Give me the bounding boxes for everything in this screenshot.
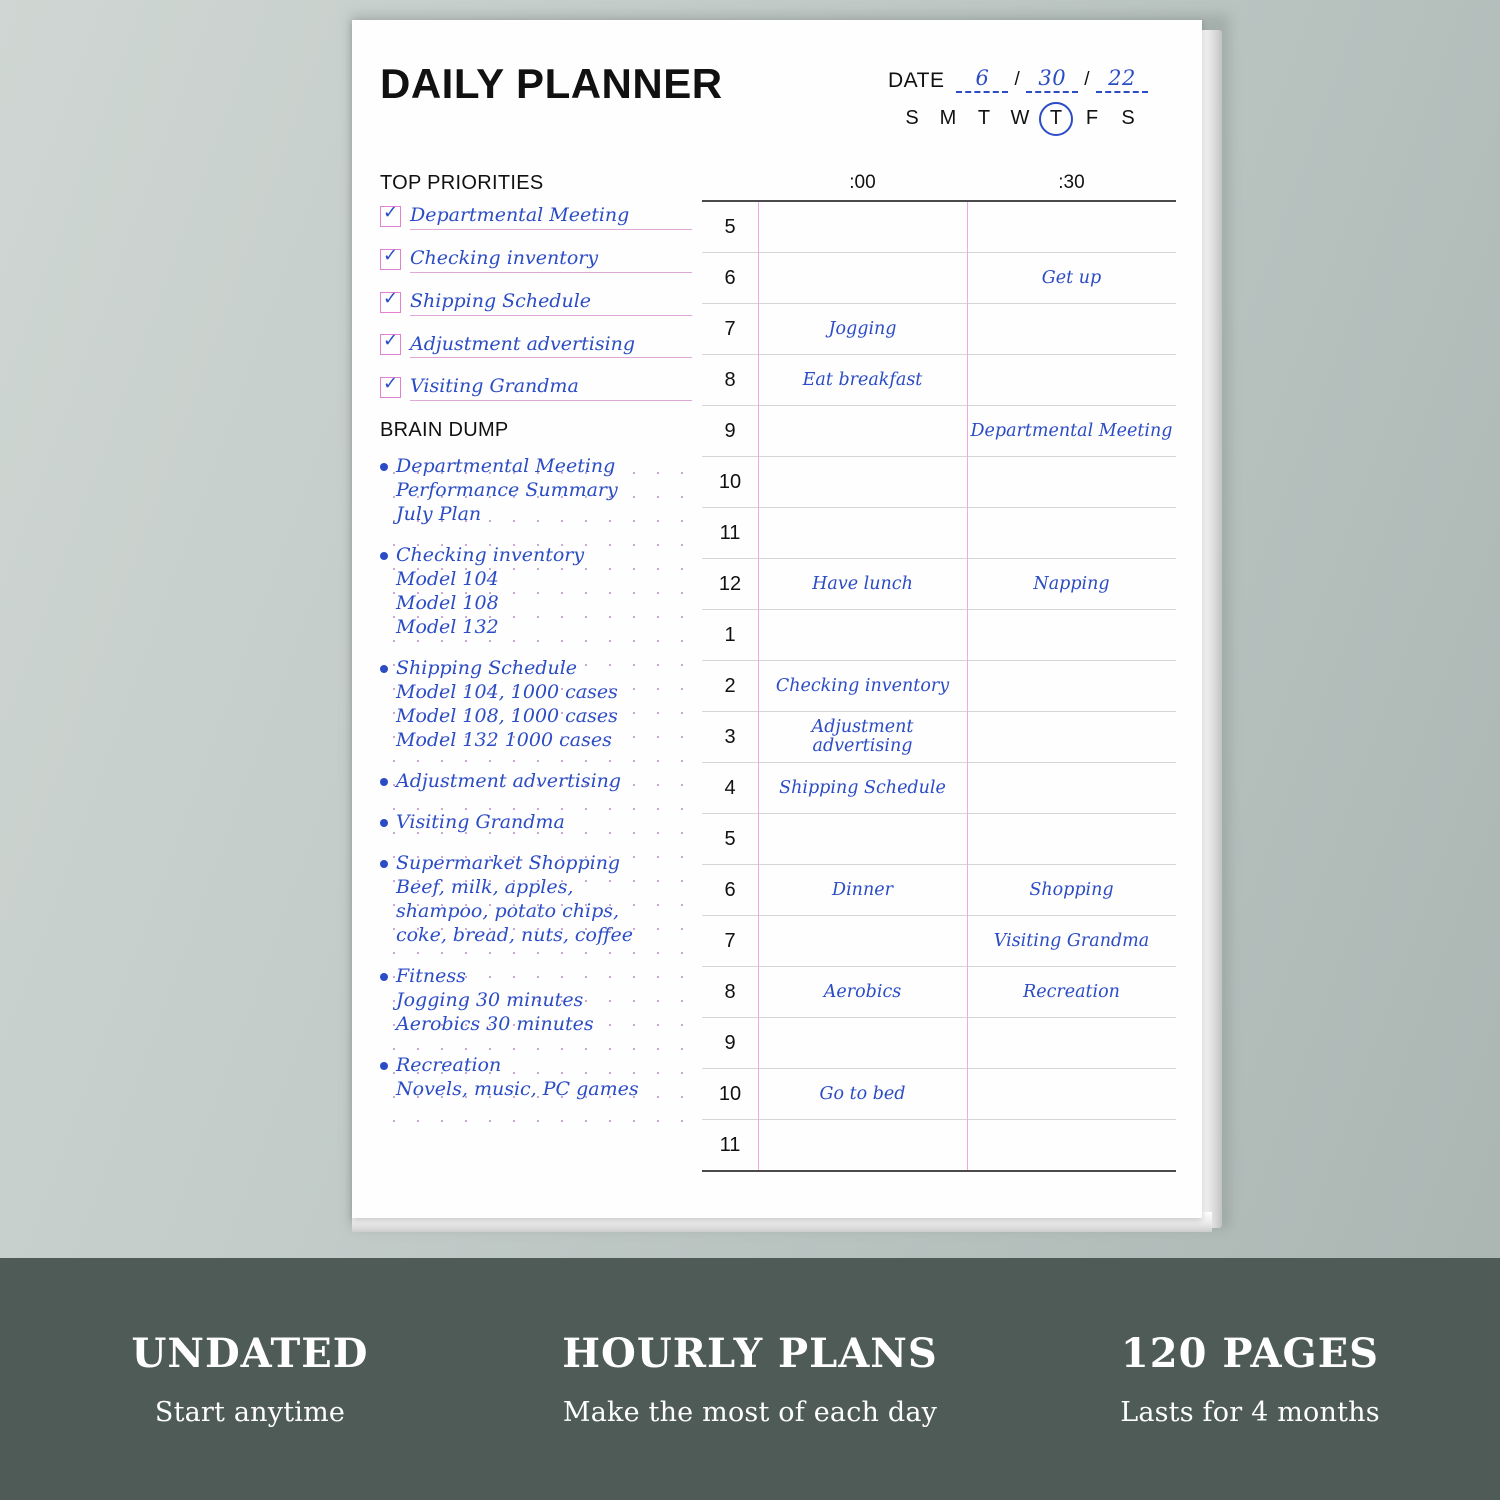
list-item[interactable]	[380, 376, 692, 401]
event-on-hour[interactable]	[758, 1120, 967, 1170]
brain-dump-title: Adjustment advertising	[396, 770, 622, 793]
event-half-hour[interactable]	[967, 1069, 1176, 1119]
page-title: DAILY PLANNER	[380, 60, 723, 107]
event-half-hour[interactable]	[967, 814, 1176, 864]
table-row[interactable]	[702, 559, 1176, 610]
table-row[interactable]	[702, 406, 1176, 457]
schedule-header-row	[702, 172, 1176, 202]
event-on-hour[interactable]	[758, 916, 967, 966]
event-half-hour[interactable]	[967, 712, 1176, 762]
table-row[interactable]	[702, 661, 1176, 712]
event-on-hour[interactable]: Aerobics	[823, 981, 902, 1002]
event-on-hour[interactable]	[758, 457, 967, 507]
brain-dump-line: Aerobics 30 minutes	[396, 1013, 594, 1036]
hour-label: 8	[724, 980, 736, 1003]
weekday-saturday[interactable]: S	[1121, 107, 1135, 129]
list-item[interactable]	[380, 205, 692, 230]
brain-dump-line: Model 104, 1000 cases	[396, 681, 618, 704]
hour-label: 10	[718, 470, 742, 493]
brain-dump-title: Visiting Grandma	[396, 811, 565, 834]
bullet-icon	[380, 860, 388, 868]
brain-dump-heading: BRAIN DUMP	[380, 419, 509, 442]
bullet-icon	[380, 1062, 388, 1070]
event-on-hour[interactable]	[758, 253, 967, 303]
event-half-hour[interactable]	[967, 202, 1176, 252]
brain-dump-title: Departmental Meeting	[396, 455, 616, 478]
event-half-hour[interactable]: Visiting Grandma	[993, 930, 1150, 951]
priority-text: Visiting Grandma	[410, 376, 692, 401]
checkbox-icon[interactable]	[380, 334, 401, 355]
table-row[interactable]	[702, 202, 1176, 253]
event-on-hour[interactable]	[758, 814, 967, 864]
event-on-hour[interactable]	[758, 406, 967, 456]
bullet-icon	[380, 973, 388, 981]
event-half-hour[interactable]	[967, 508, 1176, 558]
list-item[interactable]	[380, 334, 692, 359]
date-row	[888, 66, 1178, 93]
hour-label: 2	[724, 674, 736, 697]
brain-dump-line: Model 104	[396, 568, 499, 591]
brain-dump-group	[380, 454, 692, 526]
feature-banner	[0, 1258, 1500, 1500]
date-separator-1: /	[1014, 69, 1021, 90]
table-row[interactable]	[702, 1018, 1176, 1069]
brain-dump-group	[380, 543, 692, 639]
table-row[interactable]	[702, 457, 1176, 508]
brain-dump-line: coke, bread, nuts, coffee	[396, 924, 633, 947]
list-item[interactable]	[380, 291, 692, 316]
table-row[interactable]	[702, 610, 1176, 661]
table-row[interactable]	[702, 814, 1176, 865]
weekday-wednesday[interactable]: W	[1010, 107, 1030, 129]
schedule-on-hour-header: :00	[849, 172, 876, 193]
checkbox-icon[interactable]	[380, 249, 401, 270]
event-half-hour[interactable]	[967, 457, 1176, 507]
bullet-icon	[380, 463, 388, 471]
hour-label: 9	[724, 1031, 736, 1054]
table-row[interactable]	[702, 763, 1176, 814]
brain-dump-group	[380, 656, 692, 752]
event-on-hour[interactable]: Checking inventory	[775, 675, 950, 696]
event-on-hour[interactable]: Shipping Schedule	[779, 777, 946, 798]
feature-hourly-plans	[500, 1258, 1000, 1500]
event-half-hour[interactable]	[967, 661, 1176, 711]
hour-label: 1	[724, 623, 736, 646]
feature-undated	[0, 1258, 500, 1500]
event-half-hour[interactable]	[967, 355, 1176, 405]
event-half-hour[interactable]: Get up	[1041, 267, 1102, 288]
brain-dump-group	[380, 964, 692, 1036]
date-label: DATE	[888, 69, 945, 92]
feature-pages	[1000, 1258, 1500, 1500]
weekday-sunday[interactable]: S	[905, 107, 919, 129]
table-row[interactable]	[702, 967, 1176, 1018]
brain-dump-group	[380, 1053, 692, 1101]
weekday-thursday-selected[interactable]: T	[1038, 107, 1074, 130]
hour-label: 11	[719, 521, 741, 544]
brain-dump-line: Model 108, 1000 cases	[396, 705, 618, 728]
weekday-tuesday[interactable]: T	[977, 107, 991, 129]
table-row[interactable]	[702, 253, 1176, 304]
hour-label: 10	[718, 1082, 742, 1105]
schedule-rule-left	[758, 202, 759, 1170]
hour-label: 7	[724, 929, 736, 952]
brain-dump-line: Novels, music, PC games	[396, 1078, 639, 1101]
date-year-field[interactable]: 22	[1096, 66, 1148, 93]
priority-text: Adjustment advertising	[410, 334, 692, 359]
event-on-hour[interactable]	[758, 508, 967, 558]
date-day-field[interactable]: 30	[1026, 66, 1078, 93]
brain-dump-line: July Plan	[396, 503, 482, 526]
date-separator-2: /	[1084, 69, 1091, 90]
weekday-friday[interactable]: F	[1085, 107, 1099, 129]
hour-label: 8	[724, 368, 736, 391]
brain-dump-group	[380, 851, 692, 947]
feature-title: UNDATED	[131, 1330, 369, 1377]
table-row[interactable]	[702, 916, 1176, 967]
brain-dump-title: Shipping Schedule	[396, 657, 578, 680]
date-block	[888, 66, 1178, 130]
event-half-hour[interactable]	[967, 1120, 1176, 1170]
bullet-icon	[380, 778, 388, 786]
table-row[interactable]	[702, 865, 1176, 916]
bullet-icon	[380, 819, 388, 827]
table-row[interactable]	[702, 355, 1176, 406]
brain-dump-title: Supermarket Shopping	[396, 852, 621, 875]
hour-label: 3	[724, 725, 736, 748]
schedule-half-hour-header: :30	[1058, 172, 1085, 193]
event-on-hour[interactable]: Have lunch	[812, 573, 913, 594]
feature-subtitle: Start anytime	[154, 1397, 346, 1428]
hourly-schedule	[702, 172, 1176, 1172]
hour-label: 6	[724, 878, 736, 901]
brain-dump-title: Recreation	[396, 1054, 502, 1077]
hour-label: 5	[724, 827, 736, 850]
event-on-hour[interactable]: Eat breakfast	[802, 369, 923, 390]
event-on-hour[interactable]	[758, 202, 967, 252]
event-on-hour[interactable]	[758, 1018, 967, 1068]
brain-dump-title: Fitness	[396, 965, 466, 988]
hour-label: 11	[719, 1133, 741, 1156]
event-half-hour[interactable]	[967, 1018, 1176, 1068]
hour-label: 9	[724, 419, 736, 442]
table-row[interactable]	[702, 304, 1176, 355]
schedule-body	[702, 202, 1176, 1172]
top-priorities-list	[380, 205, 692, 401]
event-half-hour[interactable]	[967, 763, 1176, 813]
feature-subtitle: Make the most of each day	[562, 1397, 938, 1428]
checkbox-icon[interactable]	[380, 377, 401, 398]
weekday-monday[interactable]: M	[939, 107, 957, 129]
event-on-hour[interactable]: Jogging	[828, 318, 897, 339]
hour-label: 12	[718, 572, 742, 595]
schedule-rule-middle	[967, 202, 968, 1170]
priority-text: Checking inventory	[410, 248, 692, 273]
table-row[interactable]	[702, 1120, 1176, 1170]
planner-page	[352, 20, 1202, 1218]
event-half-hour[interactable]	[967, 304, 1176, 354]
brain-dump-title: Checking inventory	[396, 544, 585, 567]
hour-label: 5	[724, 215, 736, 238]
event-half-hour[interactable]: Shopping	[1029, 879, 1114, 900]
brain-dump-area[interactable]	[380, 452, 692, 1144]
checkbox-icon[interactable]	[380, 292, 401, 313]
bullet-icon	[380, 665, 388, 673]
checkbox-icon[interactable]	[380, 206, 401, 227]
date-month-field[interactable]: 6	[956, 66, 1008, 93]
hour-label: 4	[724, 776, 736, 799]
weekday-selector	[894, 107, 1178, 130]
event-half-hour[interactable]: Departmental Meeting	[970, 420, 1173, 441]
feature-subtitle: Lasts for 4 months	[1120, 1397, 1380, 1428]
priority-text: Shipping Schedule	[410, 291, 692, 316]
brain-dump-line: Performance Summary	[396, 479, 618, 502]
feature-title: HOURLY PLANS	[562, 1330, 938, 1377]
priority-text: Departmental Meeting	[410, 205, 692, 230]
hour-label: 6	[724, 266, 736, 289]
event-half-hour[interactable]: Napping	[1033, 573, 1110, 594]
bullet-icon	[380, 552, 388, 560]
event-on-hour[interactable]: Dinner	[832, 879, 893, 900]
left-column	[380, 172, 692, 1144]
brain-dump-line: Model 132 1000 cases	[396, 729, 612, 752]
event-on-hour[interactable]	[758, 610, 967, 660]
event-on-hour[interactable]: Go to bed	[819, 1083, 906, 1104]
top-priorities-heading: TOP PRIORITIES	[380, 172, 544, 194]
brain-dump-line: Model 132	[396, 616, 499, 639]
event-half-hour[interactable]: Recreation	[1023, 981, 1120, 1002]
brain-dump-group	[380, 810, 692, 834]
list-item[interactable]	[380, 248, 692, 273]
table-row[interactable]	[702, 712, 1176, 763]
brain-dump-line: Model 108	[396, 592, 499, 615]
brain-dump-group	[380, 769, 692, 793]
event-on-hour[interactable]: Adjustment advertising	[811, 717, 914, 756]
brain-dump-line: Beef, milk, apples,	[396, 876, 574, 899]
brain-dump-line: shampoo, potato chips,	[396, 900, 620, 923]
hour-label: 7	[724, 317, 736, 340]
table-row[interactable]	[702, 508, 1176, 559]
brain-dump-line: Jogging 30 minutes	[396, 989, 584, 1012]
event-half-hour[interactable]	[967, 610, 1176, 660]
schedule-hour-header	[702, 172, 758, 194]
table-row[interactable]	[702, 1069, 1176, 1120]
feature-title: 120 PAGES	[1120, 1330, 1380, 1377]
